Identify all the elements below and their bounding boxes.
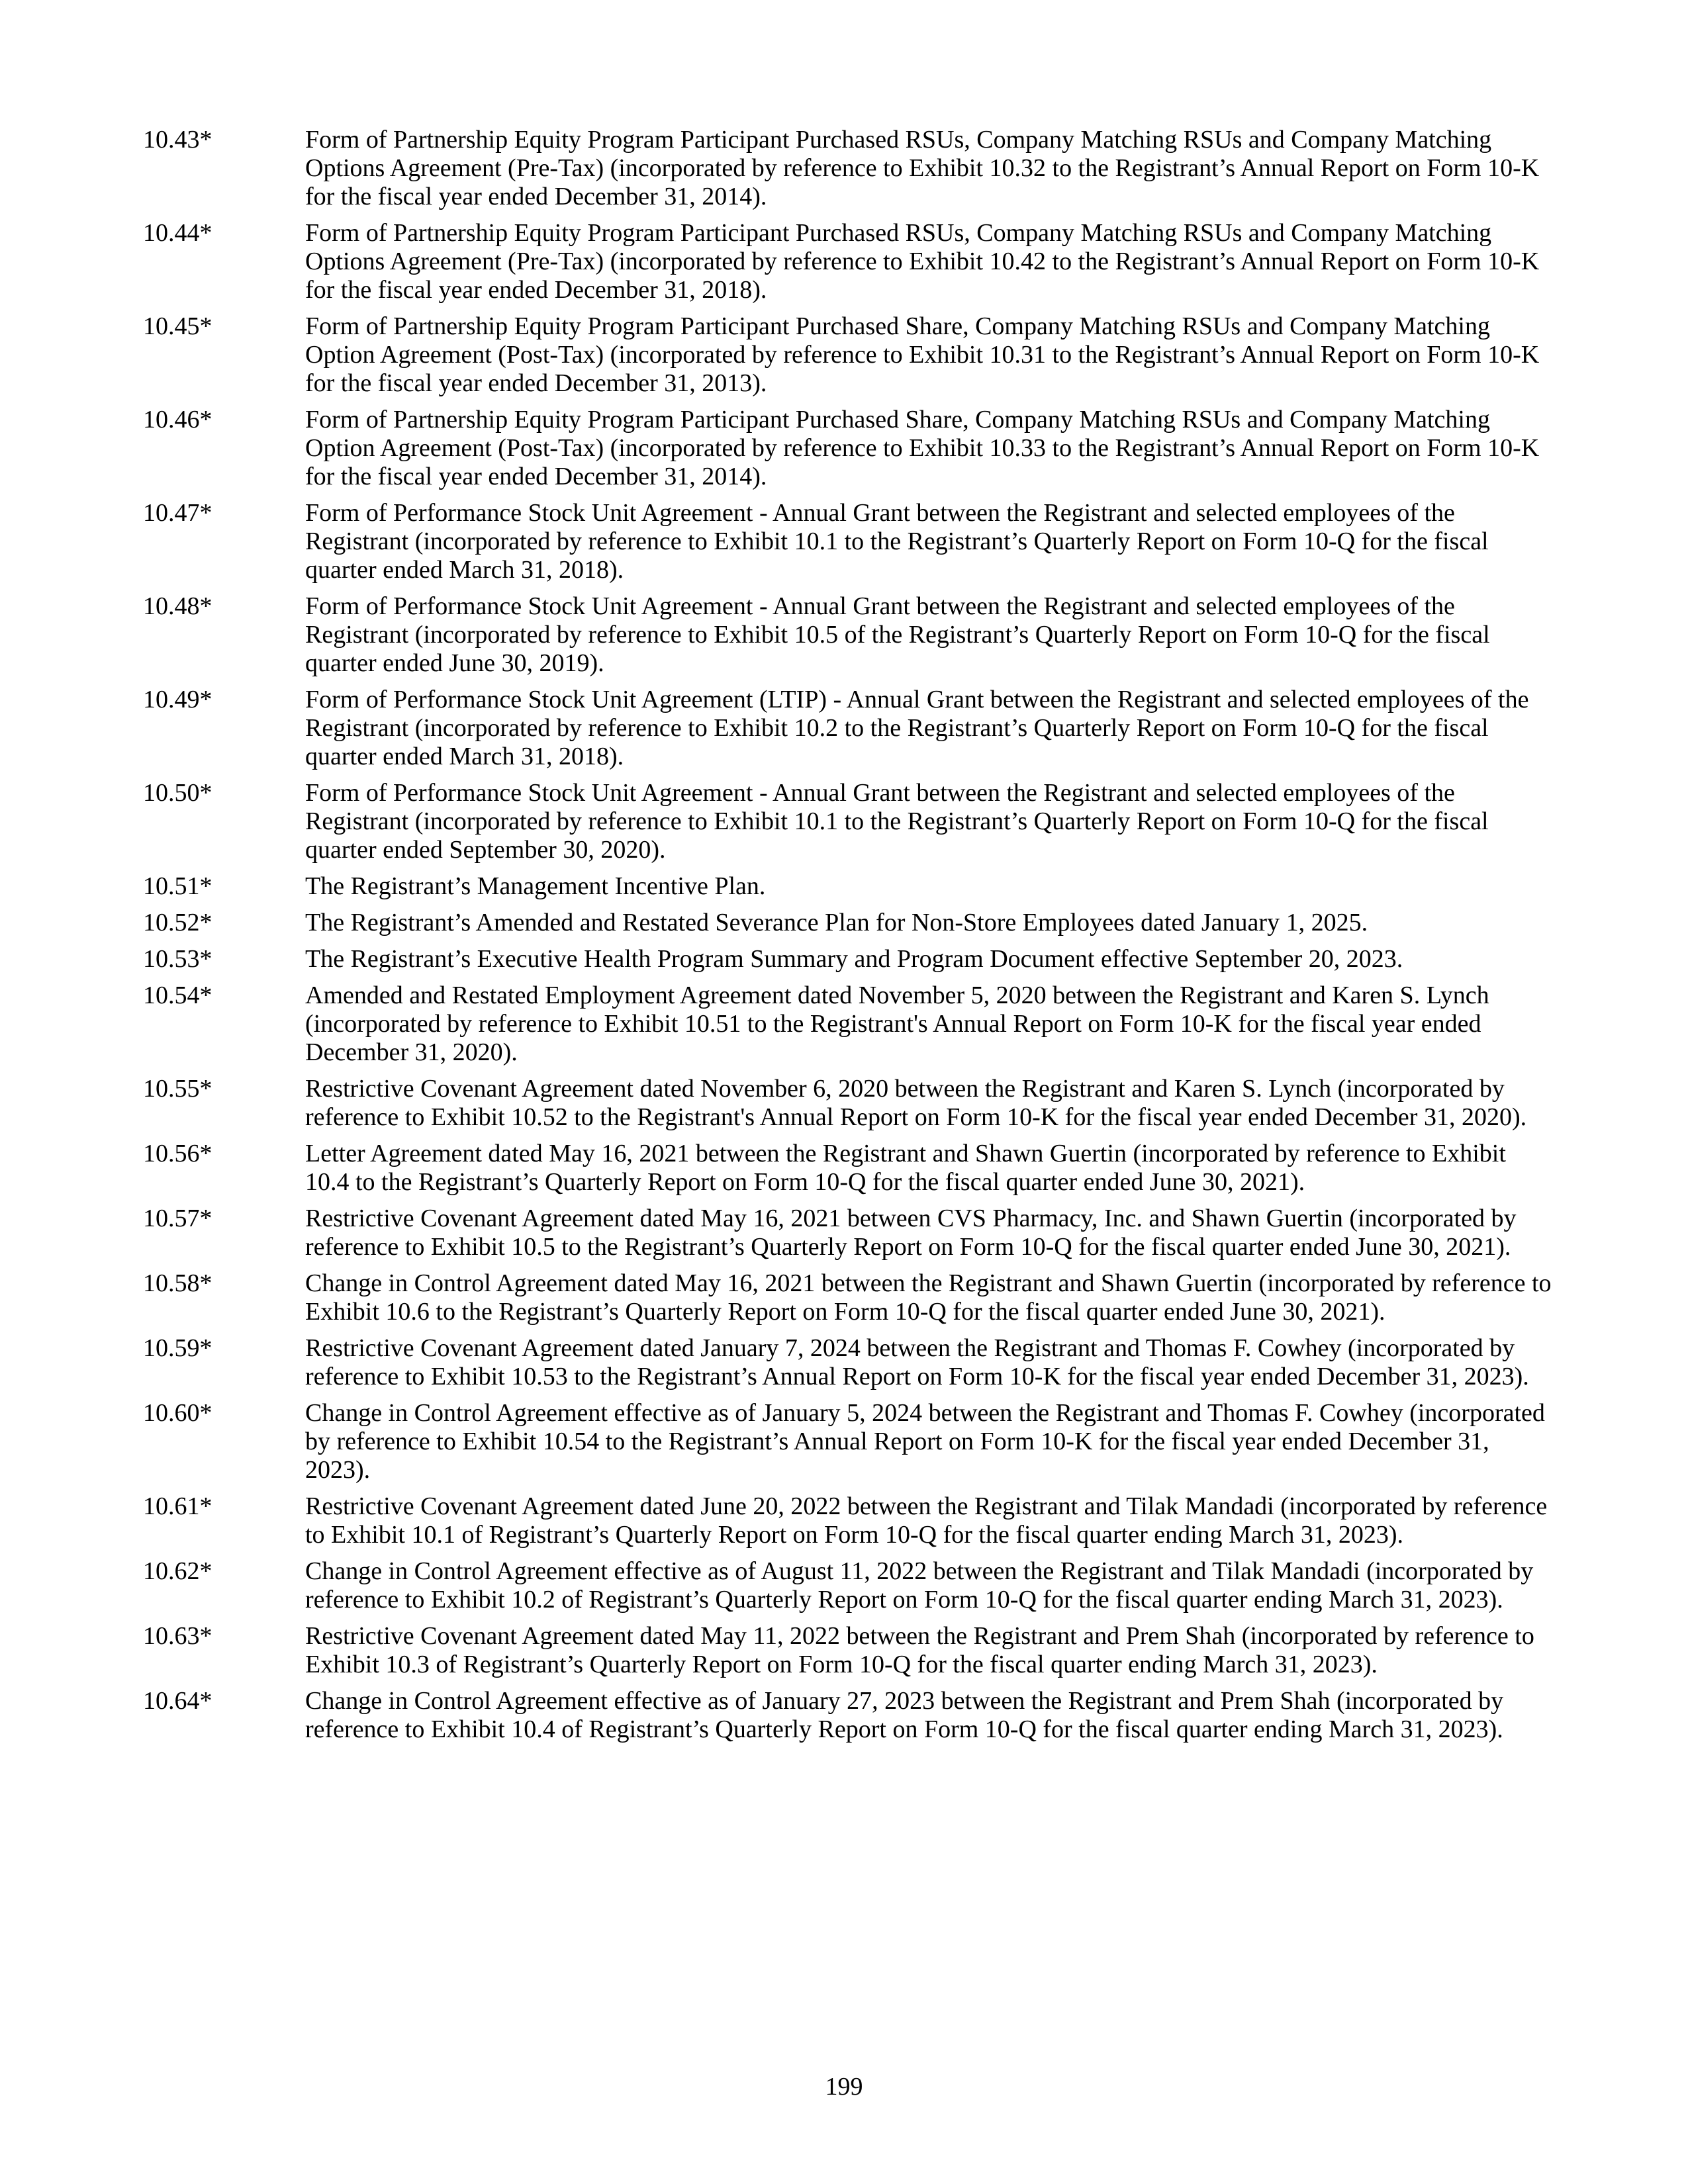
exhibit-row xyxy=(143,406,1553,491)
exhibit-number: 10.47* xyxy=(143,499,212,527)
exhibit-description: Restrictive Covenant Agreement dated May 11, 2022 between the Registrant and Prem Shah (incorporated by reference to Exhibit 10.3 of Registrant’s Quarterly Report on Form 10-Q for the fiscal quarter ending March 31, 2023). xyxy=(305,1622,1534,1678)
exhibit-row xyxy=(143,686,1553,771)
exhibit-description: Amended and Restated Employment Agreement dated November 5, 2020 between the Registrant and Karen S. Lynch (incorporated by reference to Exhibit 10.51 to the Registrant's Annual Report on Form 10-K for the fiscal year ended December 31, 2020). xyxy=(305,981,1489,1066)
exhibit-row xyxy=(143,1269,1553,1326)
exhibit-description: Change in Control Agreement effective as of January 27, 2023 between the Registrant and Prem Shah (incorporated by reference to Exhibit 10.4 of Registrant’s Quarterly Report on Form 10-Q for the fiscal quarter ending March 31, 2023). xyxy=(305,1687,1504,1743)
exhibit-row xyxy=(143,779,1553,864)
exhibit-description: Restrictive Covenant Agreement dated November 6, 2020 between the Registrant and Karen S. Lynch (incorporated by reference to Exhibit 10.52 to the Registrant's Annual Report on Form 10-K for the fiscal year ended December 31, 2020). xyxy=(305,1075,1527,1131)
exhibit-description: Form of Partnership Equity Program Participant Purchased RSUs, Company Matching RSUs and Company Matching Options Agreement (Pre-Tax) (incorporated by reference to Exhibit 10.32 to the Registrant’s Annual Report on Form 10-K for the fiscal year ended December 31, 2014). xyxy=(305,126,1540,210)
exhibit-number: 10.48* xyxy=(143,592,212,620)
exhibit-list xyxy=(143,126,1553,1752)
exhibit-row xyxy=(143,1492,1553,1549)
exhibit-number: 10.45* xyxy=(143,312,212,340)
exhibit-number: 10.56* xyxy=(143,1140,212,1167)
exhibit-number: 10.53* xyxy=(143,945,212,973)
exhibit-description: Restrictive Covenant Agreement dated January 7, 2024 between the Registrant and Thomas F. Cowhey (incorporated by reference to Exhibit 10.53 to the Registrant’s Annual Report on Form 10-K for the fiscal year ended December 31, 2023). xyxy=(305,1334,1529,1390)
exhibit-description: Change in Control Agreement effective as of August 11, 2022 between the Registrant and Tilak Mandadi (incorporated by reference to Exhibit 10.2 of Registrant’s Quarterly Report on Form 10-Q for the fiscal quarter ending March 31, 2023). xyxy=(305,1557,1534,1614)
exhibit-description: Form of Performance Stock Unit Agreement - Annual Grant between the Registrant and selected employees of the Registrant (incorporated by reference to Exhibit 10.1 to the Registrant’s Quarterly Report on Form 10-Q for the fiscal quarter ended September 30, 2020). xyxy=(305,779,1489,864)
exhibit-row xyxy=(143,981,1553,1067)
exhibit-description: Form of Partnership Equity Program Participant Purchased Share, Company Matching RSUs and Company Matching Option Agreement (Post-Tax) (incorporated by reference to Exhibit 10.33 to the Registrant’s Annual Report on Form 10-K for the fiscal year ended December 31, 2014). xyxy=(305,406,1540,490)
exhibit-number: 10.50* xyxy=(143,779,212,807)
exhibit-description: Form of Partnership Equity Program Participant Purchased RSUs, Company Matching RSUs and Company Matching Options Agreement (Pre-Tax) (incorporated by reference to Exhibit 10.42 to the Registrant’s Annual Report on Form 10-K for the fiscal year ended December 31, 2018). xyxy=(305,219,1540,304)
exhibit-description: Letter Agreement dated May 16, 2021 between the Registrant and Shawn Guertin (incorporated by reference to Exhibit 10.4 to the Registrant’s Quarterly Report on Form 10-Q for the fiscal quarter ended June 30, 2021). xyxy=(305,1140,1506,1196)
exhibit-number: 10.49* xyxy=(143,686,212,713)
exhibit-description: The Registrant’s Amended and Restated Severance Plan for Non-Store Employees dated January 1, 2025. xyxy=(305,909,1368,936)
exhibit-row xyxy=(143,1622,1553,1679)
exhibit-row xyxy=(143,872,1553,901)
exhibit-number: 10.43* xyxy=(143,126,212,154)
exhibit-number: 10.59* xyxy=(143,1334,212,1362)
exhibit-row xyxy=(143,1140,1553,1197)
exhibit-number: 10.55* xyxy=(143,1075,212,1103)
exhibit-description: Form of Partnership Equity Program Participant Purchased Share, Company Matching RSUs and Company Matching Option Agreement (Post-Tax) (incorporated by reference to Exhibit 10.31 to the Registrant’s Annual Report on Form 10-K for the fiscal year ended December 31, 2013). xyxy=(305,312,1540,397)
exhibit-number: 10.57* xyxy=(143,1205,212,1232)
exhibit-row xyxy=(143,1334,1553,1391)
exhibit-description: Change in Control Agreement dated May 16, 2021 between the Registrant and Shawn Guertin (incorporated by reference to Exhibit 10.6 to the Registrant’s Quarterly Report on Form 10-Q for the fiscal quarter ended June 30, 2021). xyxy=(305,1269,1552,1326)
exhibit-row xyxy=(143,1557,1553,1614)
exhibit-number: 10.52* xyxy=(143,909,212,936)
exhibit-row xyxy=(143,945,1553,974)
exhibit-row xyxy=(143,1205,1553,1261)
exhibit-number: 10.62* xyxy=(143,1557,212,1585)
exhibit-number: 10.58* xyxy=(143,1269,212,1297)
exhibit-row xyxy=(143,219,1553,304)
exhibit-row xyxy=(143,909,1553,937)
exhibit-row xyxy=(143,592,1553,678)
exhibit-description: Restrictive Covenant Agreement dated May 16, 2021 between CVS Pharmacy, Inc. and Shawn Guertin (incorporated by reference to Exhibit 10.5 to the Registrant’s Quarterly Report on Form 10-Q for the fiscal quarter ended June 30, 2021). xyxy=(305,1205,1517,1261)
exhibit-number: 10.64* xyxy=(143,1687,212,1715)
exhibit-row xyxy=(143,1687,1553,1744)
exhibit-description: The Registrant’s Executive Health Program Summary and Program Document effective September 20, 2023. xyxy=(305,945,1403,973)
exhibit-row xyxy=(143,1399,1553,1484)
exhibit-row xyxy=(143,499,1553,584)
exhibit-row xyxy=(143,1075,1553,1132)
exhibit-row xyxy=(143,312,1553,398)
exhibit-description: Change in Control Agreement effective as of January 5, 2024 between the Registrant and Thomas F. Cowhey (incorporated by reference to Exhibit 10.54 to the Registrant’s Annual Report on Form 10-K for the fiscal year ended December 31, 2023). xyxy=(305,1399,1545,1484)
exhibit-number: 10.46* xyxy=(143,406,212,433)
exhibit-description: Form of Performance Stock Unit Agreement - Annual Grant between the Registrant and selected employees of the Registrant (incorporated by reference to Exhibit 10.5 of the Registrant’s Quarterly Report on Form 10-Q for the fiscal quarter ended June 30, 2019). xyxy=(305,592,1490,677)
page-number: 199 xyxy=(825,2073,863,2101)
exhibit-description: Form of Performance Stock Unit Agreement - Annual Grant between the Registrant and selected employees of the Registrant (incorporated by reference to Exhibit 10.1 to the Registrant’s Quarterly Report on Form 10-Q for the fiscal quarter ended March 31, 2018). xyxy=(305,499,1489,584)
exhibit-number: 10.44* xyxy=(143,219,212,247)
exhibit-description: The Registrant’s Management Incentive Plan. xyxy=(305,872,766,900)
exhibit-number: 10.51* xyxy=(143,872,212,900)
exhibit-description: Restrictive Covenant Agreement dated June 20, 2022 between the Registrant and Tilak Mandadi (incorporated by reference to Exhibit 10.1 of Registrant’s Quarterly Report on Form 10-Q for the fiscal quarter ending March 31, 2023). xyxy=(305,1492,1548,1549)
exhibit-number: 10.60* xyxy=(143,1399,212,1427)
exhibit-number: 10.61* xyxy=(143,1492,212,1520)
exhibit-description: Form of Performance Stock Unit Agreement (LTIP) - Annual Grant between the Registrant and selected employees of the Registrant (incorporated by reference to Exhibit 10.2 to the Registrant’s Quarterly Report on Form 10-Q for the fiscal quarter ended March 31, 2018). xyxy=(305,686,1529,770)
exhibit-number: 10.54* xyxy=(143,981,212,1009)
exhibit-number: 10.63* xyxy=(143,1622,212,1650)
exhibit-row xyxy=(143,126,1553,211)
